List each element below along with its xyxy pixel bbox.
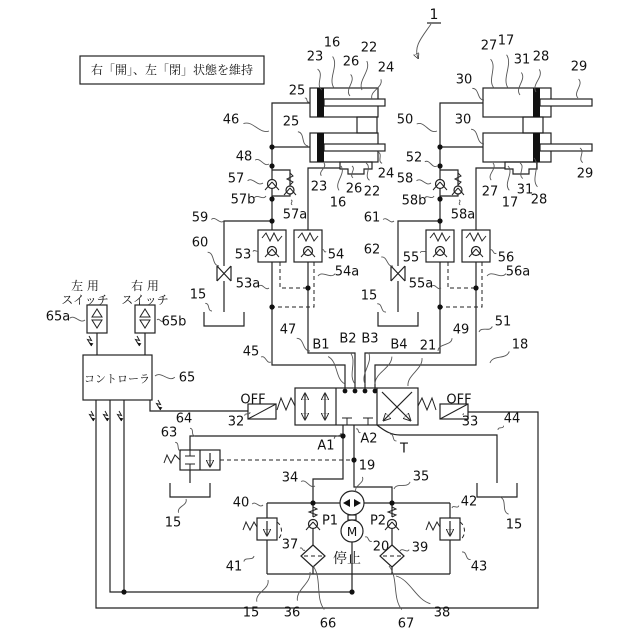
down-arrow-icon: [140, 320, 150, 328]
ref-label-66: 66: [319, 616, 337, 632]
stop-valve-62: [391, 266, 405, 281]
check-valve-58: [433, 170, 464, 196]
leader-line: [417, 123, 437, 131]
ref-label-コントローラ: コントローラ: [84, 372, 150, 386]
leader-line: [155, 375, 175, 379]
main-control-valve: [248, 388, 468, 425]
ref-label-53: 53: [234, 247, 252, 263]
ref-label-18: 18: [511, 337, 529, 353]
ref-label-28: 28: [532, 49, 550, 65]
leader-line: [452, 506, 459, 508]
leader-line: [472, 88, 484, 100]
ref-label-P1: P1: [321, 513, 339, 529]
stop-valve-60: [217, 266, 231, 281]
ref-label-16: 16: [329, 195, 347, 211]
ref-label-60: 60: [191, 235, 209, 251]
ref-label-停止: 停止: [333, 551, 361, 567]
spring-41: [243, 522, 257, 530]
cylinder-link-left: [357, 117, 377, 133]
ref-label-43: 43: [470, 559, 488, 575]
ref-label-54a: 54a: [334, 264, 360, 280]
piston-lower-left: [317, 133, 324, 162]
ref-label-15: 15: [164, 515, 182, 531]
ref-label-55a: 55a: [408, 276, 434, 292]
leader-line: [377, 304, 386, 312]
ref-label-B2: B2: [339, 331, 357, 347]
leader-line: [361, 61, 368, 90]
ref-label-右 用: 右 用: [131, 279, 159, 293]
leader-line: [498, 426, 504, 430]
ref-label-58b: 58b: [401, 193, 427, 209]
leader-line: [244, 556, 254, 562]
leader-line: [416, 180, 431, 184]
cylinder-group-right: [483, 88, 592, 174]
ref-label-62: 62: [363, 242, 381, 258]
ref-label-26: 26: [345, 181, 363, 197]
ref-label-58: 58: [396, 171, 414, 187]
leader-line: [243, 123, 269, 132]
leader-line: [378, 152, 382, 163]
ref-label-26: 26: [342, 54, 360, 70]
ref-label-27: 27: [480, 38, 498, 54]
leader-line: [459, 200, 460, 205]
ref-label-47: 47: [279, 322, 297, 338]
ref-label-54: 54: [327, 247, 345, 263]
ref-label-1: 1: [429, 7, 439, 23]
ref-label-41: 41: [225, 559, 243, 575]
ref-label-33: 33: [461, 414, 479, 430]
ref-label-15: 15: [360, 288, 378, 304]
leader-line: [254, 196, 266, 198]
ref-label-B1: B1: [312, 337, 330, 353]
leader-line: [190, 428, 195, 436]
leader-line: [365, 537, 372, 542]
ref-label-29: 29: [576, 166, 594, 182]
ref-label-21: 21: [419, 338, 437, 354]
leader-line: [491, 59, 494, 88]
piston-upper-right: [533, 88, 540, 117]
leader-line: [394, 482, 410, 489]
tank-symbol-63: [170, 483, 210, 497]
leader-line: [261, 357, 271, 363]
ref-label-OFF: OFF: [446, 392, 472, 408]
leader-line: [381, 257, 393, 266]
ref-label-19: 19: [358, 458, 376, 474]
valve-spring-left: [277, 398, 295, 410]
ref-label-P2: P2: [369, 513, 387, 529]
leader-line: [425, 161, 437, 166]
ref-label-24: 24: [377, 60, 395, 76]
leader-line: [291, 200, 292, 205]
pilot-check-valve-55: [426, 230, 454, 262]
ref-label-67: 67: [397, 616, 415, 632]
leader-line: [332, 56, 335, 88]
ref-label-65: 65: [178, 370, 196, 386]
leader-line: [252, 503, 263, 506]
ref-label-44: 44: [503, 411, 521, 427]
relief-valve-41: [243, 503, 282, 574]
ref-label-22: 22: [363, 184, 381, 200]
ref-label-55: 55: [402, 250, 420, 266]
figure-number-arrow: [417, 23, 441, 58]
leader-line: [297, 572, 310, 601]
ref-label-48: 48: [235, 149, 253, 165]
ref-label-50: 50: [396, 112, 414, 128]
pilot-check-valve-53: [258, 230, 286, 262]
ref-label-17: 17: [501, 195, 519, 211]
ref-label-56: 56: [497, 250, 515, 266]
piston-upper-left: [317, 88, 324, 117]
cylinder-group-left: [310, 88, 385, 174]
ref-label-B4: B4: [390, 337, 408, 353]
leader-line: [487, 274, 506, 276]
leader-line: [298, 132, 308, 146]
leader-line: [259, 285, 269, 288]
leader-line: [506, 55, 509, 88]
piston-rod-upper-right: [540, 99, 592, 106]
ref-label-31: 31: [516, 182, 534, 198]
leader-line: [507, 166, 510, 190]
leader-line: [322, 250, 326, 252]
ref-label-49: 49: [452, 322, 470, 338]
ref-label-34: 34: [281, 470, 299, 486]
leader-line: [400, 550, 409, 551]
ref-label-38: 38: [433, 605, 451, 621]
valve-spring-right: [418, 398, 436, 410]
ref-label-左 用: 左 用: [71, 279, 99, 293]
leader-line: [356, 477, 363, 492]
leader-line: [479, 326, 492, 332]
coupling: [348, 515, 356, 520]
leader-line: [70, 317, 85, 321]
ref-label-右「開」、左「閉」状態を維持: 右「開」、左「閉」状態を維持: [90, 63, 254, 77]
pump-19: [267, 491, 450, 515]
piston-rod-lower-right: [540, 144, 592, 151]
ref-label-OFF: OFF: [240, 392, 266, 408]
ref-label-16: 16: [323, 35, 341, 51]
ref-label-28: 28: [530, 192, 548, 208]
leader-line: [490, 250, 496, 254]
leader-line: [211, 218, 224, 221]
leader-line: [490, 351, 509, 363]
ref-label-15: 15: [242, 605, 260, 621]
ref-label-T: T: [400, 441, 408, 457]
ref-label-58a: 58a: [450, 207, 476, 223]
ref-label-59: 59: [191, 210, 209, 226]
up-arrow-icon: [140, 309, 150, 317]
ref-label-15: 15: [505, 517, 523, 533]
leader-line: [205, 303, 212, 311]
ref-label-25: 25: [282, 114, 300, 130]
ref-label-M: M: [346, 525, 358, 539]
piston-rod-lower-left: [324, 144, 385, 151]
ref-label-31: 31: [513, 52, 531, 68]
ref-label-スイッチ: スイッチ: [61, 293, 109, 307]
ref-label-A1: A1: [317, 438, 335, 454]
leader-line: [328, 357, 345, 384]
ref-label-32: 32: [227, 414, 245, 430]
ref-label-65b: 65b: [161, 314, 187, 330]
leader-line: [490, 163, 494, 180]
ref-label-27: 27: [481, 184, 499, 200]
leader-line: [389, 566, 402, 610]
ref-label-25: 25: [288, 83, 306, 99]
ref-label-64: 64: [175, 411, 193, 427]
ref-label-B3: B3: [361, 331, 379, 347]
leader-line: [305, 98, 309, 102]
leader-line: [318, 274, 335, 276]
ref-label-15: 15: [189, 287, 207, 303]
ref-label-57a: 57a: [282, 207, 308, 223]
leader-line: [178, 499, 186, 513]
leader-line: [372, 79, 382, 99]
leader-line: [300, 548, 305, 551]
ref-label-57: 57: [227, 171, 245, 187]
cylinder-link-right: [523, 117, 543, 133]
leader-line: [352, 166, 354, 178]
tank-symbol-left: [204, 312, 244, 326]
ref-label-40: 40: [232, 495, 250, 511]
tank-symbol-44: [477, 483, 517, 497]
ref-label-スイッチ: スイッチ: [121, 293, 169, 307]
leader-line: [408, 358, 422, 386]
leader-line: [471, 129, 484, 144]
leader-line: [383, 219, 394, 222]
leader-line: [500, 497, 509, 514]
leader-line: [338, 166, 343, 190]
check-valve-57: [265, 170, 296, 196]
leader-line: [321, 163, 325, 176]
ref-label-30: 30: [454, 112, 472, 128]
ref-label-53a: 53a: [235, 276, 261, 292]
switch-right: [135, 305, 155, 355]
leader-line: [519, 72, 523, 95]
relief-valve-43: [426, 503, 465, 574]
down-arrow-icon: [92, 320, 102, 328]
ref-label-46: 46: [222, 112, 240, 128]
ref-label-29: 29: [570, 59, 588, 75]
leader-line: [348, 74, 352, 96]
leader-line: [350, 352, 355, 384]
leader-line: [318, 69, 322, 90]
leader-line: [375, 357, 392, 384]
piston-lower-right: [533, 133, 540, 162]
leader-line: [313, 566, 324, 609]
leader-line: [245, 412, 250, 416]
leader-line: [396, 576, 430, 604]
leader-line: [520, 163, 523, 178]
ref-label-65a: 65a: [45, 309, 71, 325]
leader-line: [248, 180, 263, 184]
leader-line: [577, 79, 581, 98]
leader-line: [253, 250, 258, 252]
spring-63: [164, 455, 180, 463]
leader-line: [257, 580, 269, 602]
ref-label-36: 36: [283, 605, 301, 621]
ref-label-61: 61: [363, 210, 381, 226]
leader-line: [208, 252, 219, 266]
ref-label-52: 52: [405, 150, 423, 166]
ref-label-22: 22: [360, 40, 378, 56]
ref-label-35: 35: [412, 469, 430, 485]
ref-label-51: 51: [494, 314, 512, 330]
ref-label-42: 42: [460, 494, 478, 510]
ref-label-17: 17: [497, 33, 515, 49]
pilot-check-valve-56: [462, 230, 490, 262]
piston-rod-upper-left: [324, 99, 385, 106]
ref-label-63: 63: [160, 425, 178, 441]
tank-symbol-right: [378, 312, 418, 326]
pilot-check-valve-54: [294, 230, 322, 262]
leader-line: [366, 163, 370, 180]
ref-label-23: 23: [310, 179, 328, 195]
ref-label-23: 23: [306, 49, 324, 65]
ref-label-20: 20: [372, 539, 390, 555]
switch-left: [87, 305, 107, 355]
ref-label-39: 39: [411, 540, 429, 556]
ref-label-45: 45: [242, 344, 260, 360]
ref-label-56a: 56a: [505, 264, 531, 280]
leader-line: [462, 552, 471, 560]
leader-line: [255, 159, 269, 164]
spring-43: [426, 522, 440, 530]
leader-line: [420, 250, 426, 253]
ref-label-24: 24: [377, 166, 395, 182]
ref-label-37: 37: [281, 537, 299, 553]
ref-label-A2: A2: [360, 431, 378, 447]
ref-label-57b: 57b: [230, 192, 256, 208]
ref-label-30: 30: [455, 72, 473, 88]
up-arrow-icon: [92, 309, 102, 317]
